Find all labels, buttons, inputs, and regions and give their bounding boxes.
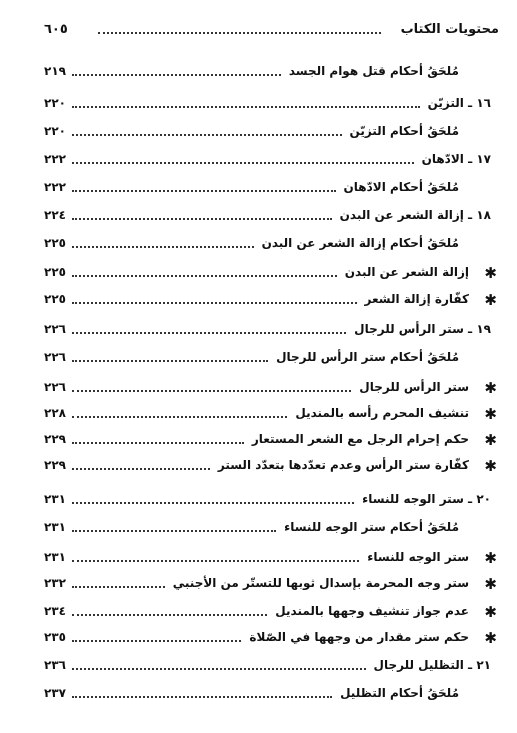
leader-dots [72,614,267,616]
leader-dots [72,502,354,504]
toc-entry-title: كفّارة إزالة الشعر [361,292,469,306]
toc-entry-item [44,291,497,312]
toc-entry-section [44,492,491,512]
leader-dots [72,560,359,562]
toc-entry-item [44,405,497,426]
bullet-icon: ✱ [484,549,497,567]
toc-entry-page-number: ٢٣٤ [44,604,66,618]
toc-entry-page-number: ٢٢٤ [44,208,66,222]
header-title: محتويات الكتاب [400,22,499,37]
leader-dots [72,246,254,248]
toc-entry-page-number: ٢٣١ [44,550,66,564]
leader-dots [72,74,281,76]
leader-dots [72,360,268,362]
leader-dots [72,332,346,334]
bullet-icon: ✱ [484,575,497,593]
toc-entry-section [44,208,491,228]
toc-entry-page-number: ٢٣١ [44,492,66,506]
header-leader-dots [98,32,381,34]
leader-dots [72,218,332,220]
page-header [44,22,499,44]
toc-entry-item [44,264,497,285]
toc-entry-page-number: ٢٢٩ [44,432,66,446]
leader-dots [72,134,342,136]
toc-entry-item [44,431,497,452]
bullet-icon: ✱ [484,291,497,309]
leader-dots [72,275,337,277]
leader-dots [72,190,336,192]
leader-dots [72,530,276,532]
leader-dots [72,586,165,588]
toc-entry-page-number: ٢٢٢ [44,152,66,166]
toc-entry-title: ١٨ ـ إزالة الشعر عن البدن [336,208,491,222]
toc-entry-page-number: ٢١٩ [44,64,66,78]
toc-entry-section [44,96,491,116]
leader-dots [72,668,366,670]
toc-entry-title: حكم إحرام الرجل مع الشعر المستعار [248,432,469,446]
toc-entry-item [44,629,497,650]
toc-entry-appendix [44,686,491,706]
leader-dots [72,106,420,108]
toc-entry-title: مُلحَقُ أحكام التزيّن [346,124,459,138]
bullet-icon: ✱ [484,629,497,647]
toc-entry-title: عدم جواز تنشيف وجهها بالمنديل [271,604,469,618]
toc-entry-title: مُلحَقُ أحكام ستر الوجه للنساء [280,520,459,534]
toc-entry-title: ستر وجه المحرمة بإسدال ثوبها للتستّر من الأجنبي [169,576,469,590]
toc-entry-title: ٢١ ـ التظليل للرجال [370,658,491,672]
toc-entry-item [44,575,497,596]
toc-entry-page-number: ٢٢٥ [44,292,66,306]
leader-dots [72,390,351,392]
toc-entry-section [44,658,491,678]
toc-entry-title: كفّارة ستر الرأس وعدم تعدّدها بتعدّد الستر [214,458,469,472]
toc-entry-appendix [44,236,491,256]
toc-entry-section [44,322,491,342]
toc-entry-title: ستر الرأس للرجال [355,380,469,394]
toc-entry-item [44,603,497,624]
bullet-icon: ✱ [484,431,497,449]
bullet-icon: ✱ [484,457,497,475]
toc-entry-title: مُلحَقُ أحكام التظليل [336,686,459,700]
header-page-number: ٦٠٥ [44,22,68,37]
toc-entry-title: إزالة الشعر عن البدن [341,265,469,279]
toc-entry-appendix [44,64,491,84]
bullet-icon: ✱ [484,603,497,621]
toc-entry-page-number: ٢٢٩ [44,458,66,472]
toc-entry-title: ستر الوجه للنساء [363,550,469,564]
toc-entry-page-number: ٢٢٨ [44,406,66,420]
bullet-icon: ✱ [484,264,497,282]
toc-entry-page-number: ٢٣٦ [44,658,66,672]
toc-entry-page-number: ٢٣٥ [44,630,66,644]
toc-entry-page-number: ٢٢٥ [44,236,66,250]
leader-dots [72,162,414,164]
toc-entry-page-number: ٢٣٢ [44,576,66,590]
toc-entry-appendix [44,350,491,370]
toc-entry-title: مُلحَقُ أحكام ستر الرأس للرجال [272,350,459,364]
leader-dots [72,468,210,470]
toc-entry-page-number: ٢٢٦ [44,380,66,394]
toc-entry-page-number: ٢٢٢ [44,180,66,194]
toc-entry-page-number: ٢٢٠ [44,96,66,110]
toc-entry-title: ١٧ ـ الادّهان [418,152,491,166]
leader-dots [72,442,244,444]
toc-entry-title: ١٦ ـ التزيّن [424,96,491,110]
toc-entry-title: حكم ستر مقدار من وجهها في الصّلاة [245,630,469,644]
leader-dots [72,640,241,642]
bullet-icon: ✱ [484,405,497,423]
toc-entry-page-number: ٢٢٥ [44,265,66,279]
toc-entry-section [44,152,491,172]
toc-entry-item [44,457,497,478]
toc-entry-page-number: ٢٢٦ [44,350,66,364]
leader-dots [72,302,357,304]
toc-entry-appendix [44,124,491,144]
toc-entry-page-number: ٢٣٧ [44,686,66,700]
toc-entry-title: ٢٠ ـ ستر الوجه للنساء [358,492,491,506]
leader-dots [72,416,287,418]
toc-entry-item [44,379,497,400]
toc-entry-title: تنشيف المحرم رأسه بالمنديل [291,406,469,420]
toc-entry-appendix [44,180,491,200]
toc-entry-appendix [44,520,491,540]
toc-entry-item [44,549,497,570]
toc-entry-page-number: ٢٣١ [44,520,66,534]
toc-entry-title: مُلحَقُ أحكام إزالة الشعر عن البدن [258,236,459,250]
toc-entry-page-number: ٢٢٠ [44,124,66,138]
toc-entry-title: مُلحَقُ أحكام قتل هوام الجسد [285,64,459,78]
toc-entry-page-number: ٢٢٦ [44,322,66,336]
bullet-icon: ✱ [484,379,497,397]
toc-entry-title: ١٩ ـ ستر الرأس للرجال [350,322,491,336]
toc-entry-title: مُلحَقُ أحكام الادّهان [340,180,459,194]
leader-dots [72,696,332,698]
